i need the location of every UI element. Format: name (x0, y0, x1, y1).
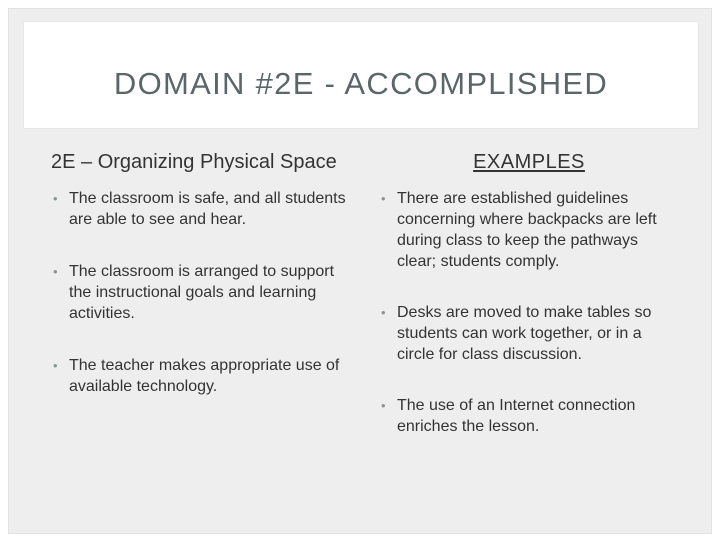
bullet-text: The teacher makes appropriate use of available technology. (69, 357, 340, 395)
bullet-icon: • (381, 191, 386, 206)
list-item (379, 188, 679, 272)
bullet-text: The use of an Internet connection enriches the lesson. (397, 397, 636, 435)
bullet-text: The classroom is arranged to support the instructional goals and learning activities. (69, 263, 335, 322)
bullet-icon: • (53, 191, 58, 206)
bullet-text: Desks are moved to make tables so students can work together, or in a circle for class discussion. (397, 304, 652, 363)
list-item (51, 261, 351, 324)
bullet-text: There are established guidelines concerning where backpacks are left during class to keep the pathways clear; students comply. (397, 190, 657, 270)
list-item (379, 302, 679, 365)
left-column (51, 140, 351, 397)
bullet-icon: • (381, 305, 386, 320)
right-bullet-list (379, 188, 679, 437)
left-bullet-list (51, 188, 351, 397)
bullet-text: The classroom is safe, and all students are able to see and hear. (69, 190, 346, 228)
bullet-icon: • (53, 358, 58, 373)
title-band (23, 21, 699, 129)
left-column-heading: 2E – Organizing Physical Space (51, 151, 337, 173)
bullet-icon: • (53, 264, 58, 279)
right-column (379, 140, 679, 437)
bullet-icon: • (381, 398, 386, 413)
list-item (379, 395, 679, 437)
right-column-heading: EXAMPLES (473, 151, 585, 173)
slide-title: DOMAIN #2E - ACCOMPLISHED (113, 66, 609, 101)
list-item (51, 355, 351, 397)
slide (8, 8, 712, 534)
list-item (51, 188, 351, 230)
